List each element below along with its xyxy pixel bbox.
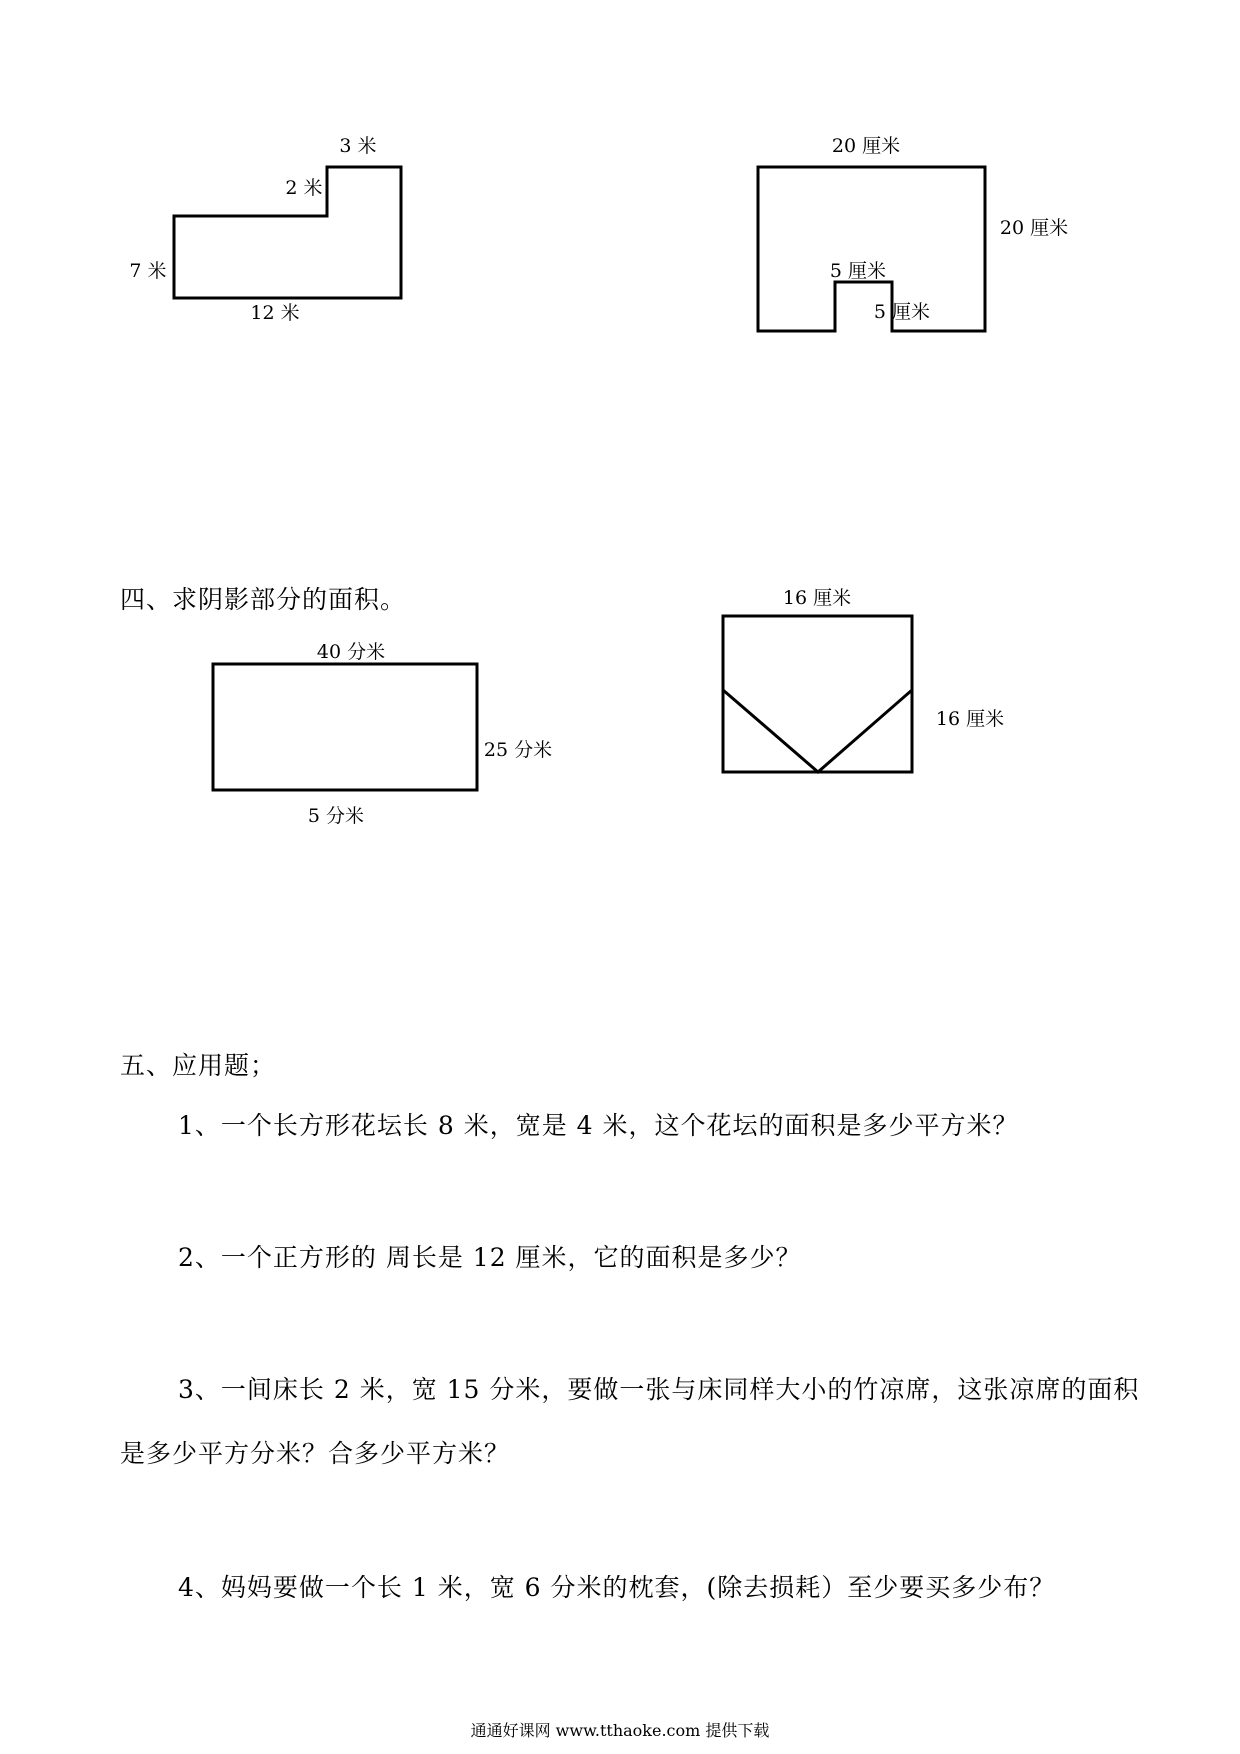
square-label-right: 16 厘米 <box>935 708 1005 730</box>
l-shape-label-top: 3 米 <box>339 135 377 157</box>
notch-shape-figure <box>0 0 1240 360</box>
problem-1: 1、一个长方形花坛长 8 米，宽是 4 米，这个花坛的面积是多少平方米？ <box>178 1111 1019 1140</box>
section4-heading: 四、求阴影部分的面积。 <box>120 585 407 614</box>
notch-shape-label-top: 20 厘米 <box>831 135 901 157</box>
notch-shape-label-notch-width: 5 厘米 <box>829 260 887 282</box>
problem-3: 3、一间床长 2 米，宽 15 分米，要做一张与床同样大小的竹凉席，这张凉席的面积是多少平方分米？合多少平方米？ <box>120 1375 1140 1468</box>
notch-shape-label-notch-height: 5 厘米 <box>873 301 931 323</box>
section5-heading: 五、应用题； <box>120 1051 277 1080</box>
rectangle-label-right: 25 分米 <box>483 739 553 761</box>
l-shape-label-left: 7 米 <box>129 260 167 282</box>
problem-2: 2、一个正方形的 周长是 12 厘米，它的面积是多少？ <box>178 1243 802 1272</box>
l-shape-label-bottom: 12 米 <box>250 302 300 324</box>
rectangle-label-top: 40 分米 <box>316 641 386 663</box>
l-shape-label-step: 2 米 <box>285 177 323 199</box>
square-figure <box>0 570 1240 790</box>
problem-4: 4、妈妈要做一个长 1 米，宽 6 分米的枕套，(除去损耗）至少要买多少布？ <box>178 1573 1056 1602</box>
notch-shape-outline <box>758 167 985 331</box>
notch-shape-label-right: 20 厘米 <box>999 217 1069 239</box>
square-outline <box>723 616 912 772</box>
square-label-top: 16 厘米 <box>782 587 852 609</box>
rectangle-label-bottom: 5 分米 <box>307 805 365 827</box>
footer-text: 通通好课网 www.tthaoke.com 提供下载 <box>470 1721 770 1740</box>
square-v-lines <box>723 690 912 772</box>
